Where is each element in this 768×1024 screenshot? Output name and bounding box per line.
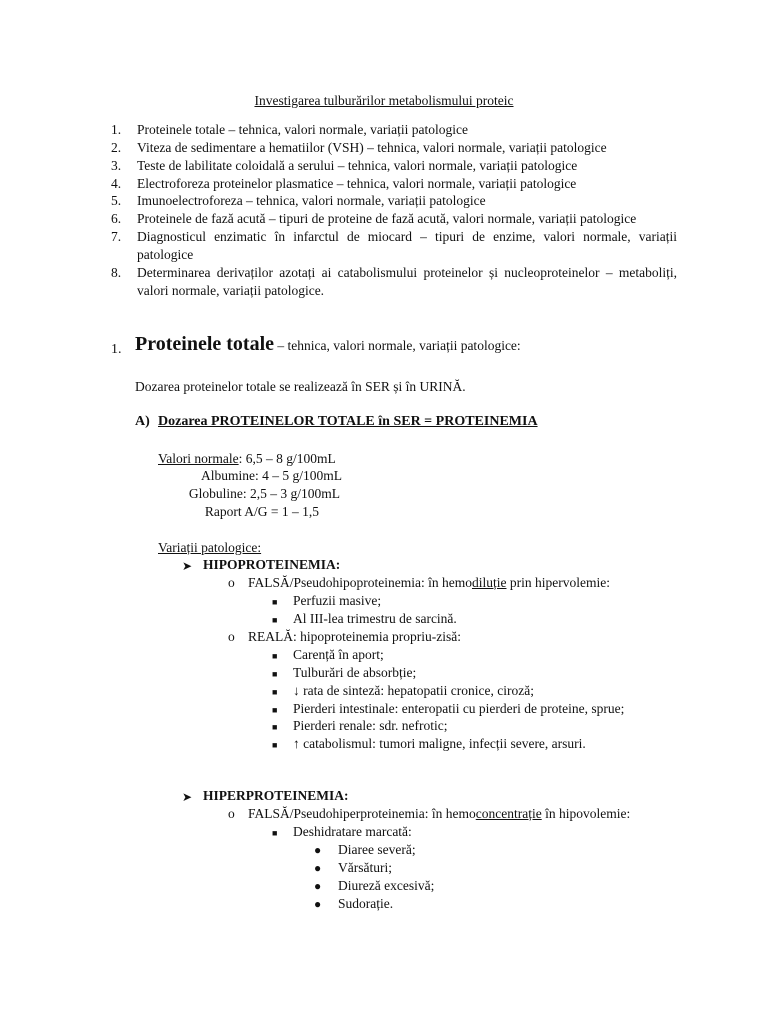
toc-item: Determinarea derivaților azotați ai catabolismului proteinelor și nucleoproteinelor – metaboliți,: [137, 265, 677, 280]
hyper-false-line: [248, 805, 630, 823]
toc-item: Imunoelectroforeza – tehnica, valori normale, variații patologice: [137, 193, 486, 208]
square-bullet-icon: ■: [272, 597, 278, 607]
hypo-real-line: REALĂ: hipoproteinemia propriu-zisă:: [248, 629, 461, 644]
normal-values-value: : 6,5 – 8 g/100mL: [238, 451, 336, 466]
list-item: Tulburări de absorbție;: [293, 665, 417, 680]
toc-item: Electroforeza proteinelor plasmatice – tehnica, valori normale, variații patologice: [137, 176, 577, 191]
hyper-false-underlined: concentrație: [475, 806, 542, 821]
section-title-main: Proteinele totale: [135, 333, 275, 355]
section-title-sub: – tehnica, valori normale, variații patologice:: [274, 338, 521, 353]
toc-num: 2.: [111, 140, 122, 155]
list-item: Pierderi intestinale: enteropatii cu pierderi de proteine, sprue;: [293, 701, 625, 716]
hypo-false-prefix: FALSĂ/Pseudohipoproteinemia: în hemo: [248, 575, 472, 590]
square-bullet-icon: ■: [272, 722, 278, 732]
toc-item: Viteza de sedimentare a hematiilor (VSH) – tehnica, valori normale, variații patologice: [137, 140, 607, 155]
toc-num: 4.: [111, 176, 122, 191]
square-bullet-icon: ■: [272, 615, 278, 625]
list-item: Perfuzii masive;: [293, 593, 382, 608]
toc-item: Diagnosticul enzimatic în infarctul de miocard – tipuri de enzime, valori normale, variații: [137, 229, 677, 244]
arrow-bullet-icon: ➤: [182, 790, 193, 804]
list-item: Carență în aport;: [293, 647, 384, 662]
arrow-bullet-icon: ➤: [182, 559, 193, 573]
toc-item: Teste de labilitate coloidală a serului – tehnica, valori normale, variații patologice: [137, 158, 578, 173]
normal-values-label: Valori normale: [158, 451, 239, 466]
part-a-heading: Dozarea PROTEINELOR TOTALE în SER = PROTEINEMIA: [158, 414, 538, 429]
square-bullet-icon: ■: [272, 740, 278, 750]
list-item: Al III-lea trimestru de sarcină.: [293, 611, 457, 626]
toc-num: 8.: [111, 265, 122, 280]
hyper-false-suffix: în hipovolemie:: [541, 806, 631, 821]
dot-bullet-icon: ●: [314, 843, 322, 857]
list-item: ↓ rata de sinteză: hepatopatii cronice, ciroză;: [293, 683, 535, 698]
dot-bullet-icon: ●: [314, 879, 322, 893]
list-item: Pierderi renale: sdr. nefrotic;: [293, 718, 448, 733]
square-bullet-icon: ■: [272, 651, 278, 661]
list-item: Vărsături;: [338, 860, 392, 875]
toc-num: 1.: [111, 122, 122, 137]
hyper-sub-heading: Deshidratare marcată:: [293, 824, 412, 839]
toc-num: 5.: [111, 193, 122, 208]
dot-bullet-icon: ●: [314, 897, 322, 911]
normal-values-line: [158, 450, 336, 468]
albumine-value: Albumine: 4 – 5 g/100mL: [201, 468, 342, 483]
section-number: 1.: [111, 342, 122, 357]
section-title: [135, 335, 521, 355]
hypo-false-suffix: prin hipervolemie:: [506, 575, 610, 590]
part-a-label: A): [135, 414, 150, 429]
hypo-heading: HIPOPROTEINEMIA:: [203, 557, 341, 572]
document-title: Investigarea tulburărilor metabolismului proteic: [254, 93, 514, 108]
circle-bullet-icon: o: [228, 806, 235, 821]
hyper-false-prefix: FALSĂ/Pseudohiperproteinemia: în hemo: [248, 806, 476, 821]
square-bullet-icon: ■: [272, 687, 278, 697]
hypo-false-line: [248, 574, 610, 592]
square-bullet-icon: ■: [272, 828, 278, 838]
globuline-value: Globuline: 2,5 – 3 g/100mL: [188, 486, 340, 501]
square-bullet-icon: ■: [272, 669, 278, 679]
toc-num: 6.: [111, 211, 122, 226]
list-item: Diureză excesivă;: [338, 878, 435, 893]
dot-bullet-icon: ●: [314, 861, 322, 875]
toc-num: 7.: [111, 229, 122, 244]
section-intro: Dozarea proteinelor totale se realizează în SER și în URINĂ.: [135, 379, 466, 394]
raport-value: Raport A/G = 1 – 1,5: [204, 504, 319, 519]
list-item: ↑ catabolismul: tumori maligne, infecții severe, arsuri.: [293, 736, 586, 751]
square-bullet-icon: ■: [272, 705, 278, 715]
toc-item: Proteinele totale – tehnica, valori normale, variații patologice: [137, 122, 469, 137]
circle-bullet-icon: o: [228, 629, 235, 644]
toc-item-cont: patologice: [137, 247, 194, 262]
toc-num: 3.: [111, 158, 122, 173]
toc-item-cont: valori normale, variații patologice.: [137, 283, 325, 298]
hypo-false-underlined: diluție: [471, 575, 507, 590]
list-item: Sudorație.: [338, 896, 394, 911]
hyper-heading: HIPERPROTEINEMIA:: [203, 788, 349, 803]
toc-item: Proteinele de fază acută – tipuri de proteine de fază acută, valori normale, variații patologice: [137, 211, 637, 226]
pathologic-label: Variații patologice:: [158, 540, 262, 555]
circle-bullet-icon: o: [228, 575, 235, 590]
list-item: Diaree severă;: [338, 842, 416, 857]
